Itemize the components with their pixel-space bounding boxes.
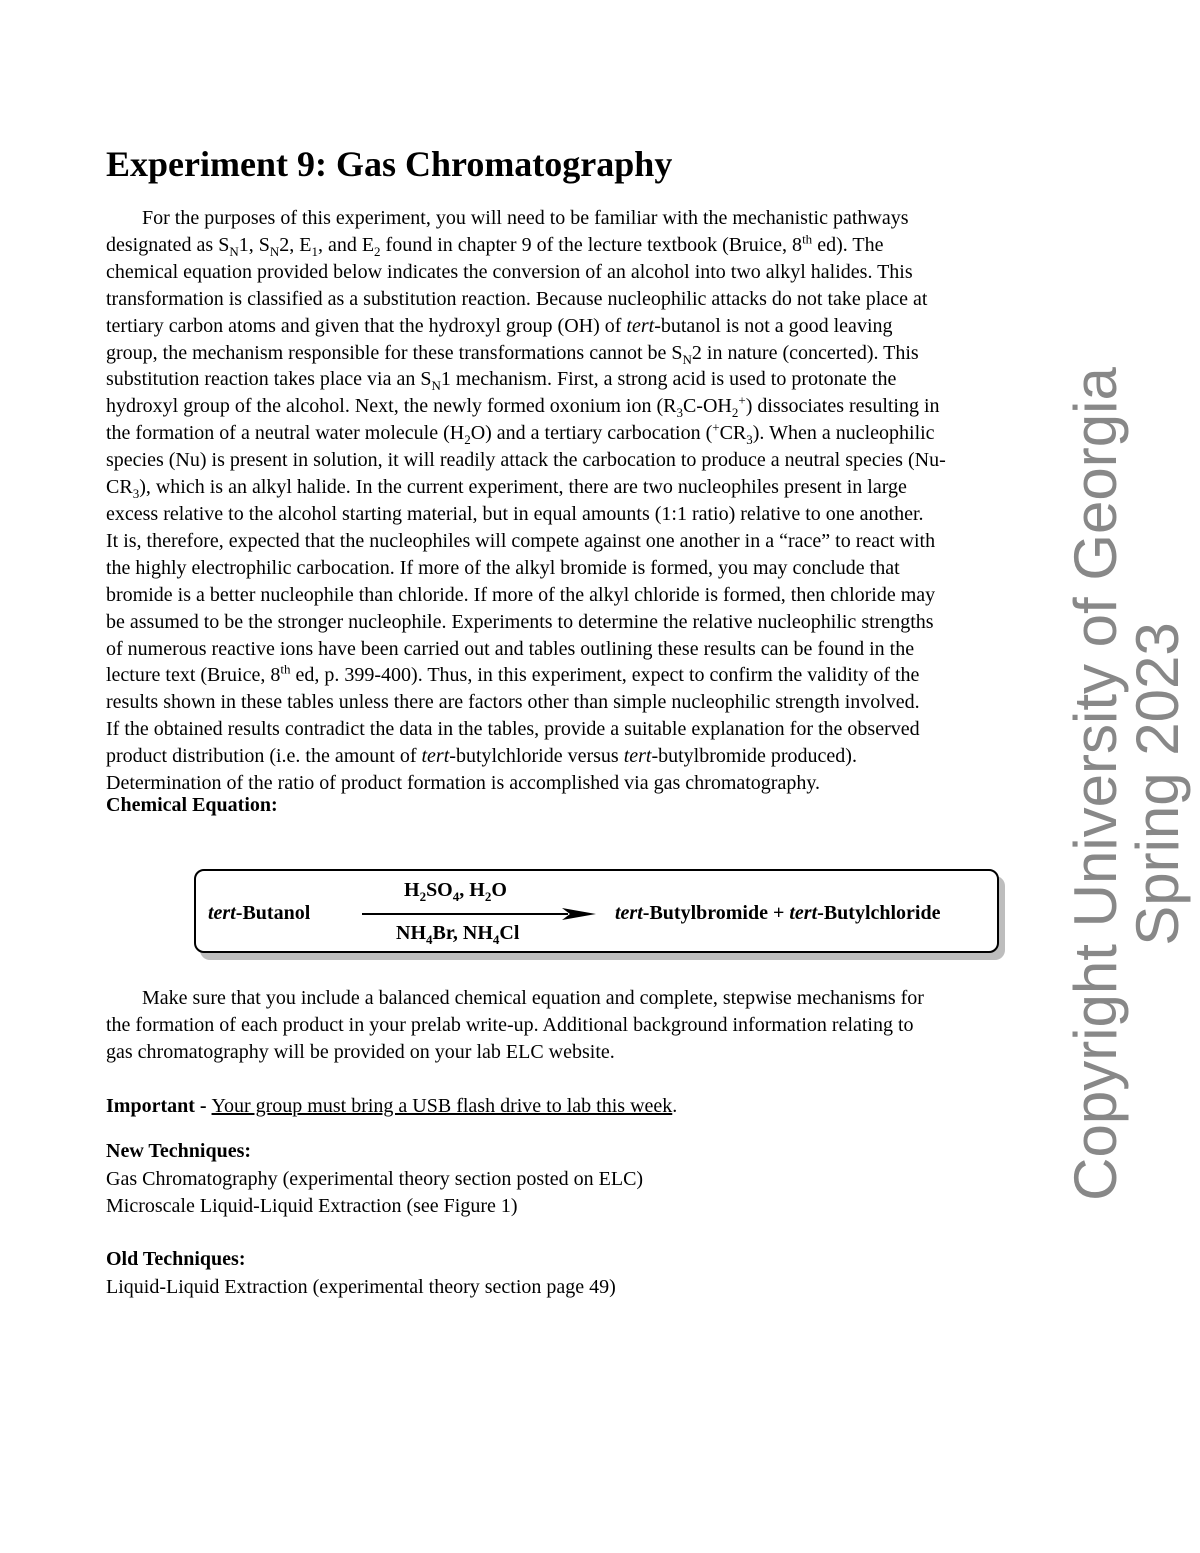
prelab-paragraph <box>106 985 1081 1066</box>
intro-line: If the obtained results contradict the data in the tables, provide a suitable explanation for the observed <box>106 718 920 741</box>
intro-line: species (Nu) is present in solution, it will readily attack the carbocation to produce a neutral species (Nu- <box>106 449 946 472</box>
intro-line: It is, therefore, expected that the nucleophiles will compete against one another in a “race” to react with <box>106 529 936 552</box>
intro-line: tertiary carbon atoms and given that the hydroxyl group (OH) of tert-butanol is not a good leaving <box>106 314 893 337</box>
chemical-equation-heading: Chemical Equation: <box>106 794 278 816</box>
page-title: Experiment 9: Gas Chromatography <box>106 144 673 184</box>
reaction-reactant: tert-Butanol <box>208 902 311 924</box>
intro-line: be assumed to be the stronger nucleophile. Experiments to determine the relative nucleophilic strengths <box>106 610 934 633</box>
watermark-line-1: Copyright University of Georgia <box>1062 367 1129 1201</box>
reaction-reagents-above: $H_2SO_4$, $H_2O$ <box>404 879 507 904</box>
intro-line: chemical equation provided below indicates the conversion of an alcohol into two alkyl halides. This <box>106 260 913 283</box>
intro-line: designated as $S_N1$, $S_N2$, $E_1$, and $E_2$ found in chapter 9 of the lecture textbook (Bruice, 8th ed). The <box>106 231 884 259</box>
intro-line: excess relative to the alcohol starting material, but in equal amounts (1:1 ratio) relative to one another. <box>106 502 924 525</box>
new-technique-item: Gas Chromatography (experimental theory section posted on ELC) <box>106 1168 644 1190</box>
intro-line: $CR_3$), which is an alkyl halide. In the current experiment, there are two nucleophiles present in large <box>106 476 907 502</box>
intro-line: the formation of a neutral water molecule $(H_2O)$ and a tertiary carbocation $(^+CR_3)$. When a nucleophilic <box>106 419 935 448</box>
intro-line: of numerous reactive ions have been carried out and tables outlining these results can be found in the <box>106 637 915 660</box>
intro-line: the highly electrophilic carbocation. If more of the alkyl bromide is formed, you may conclude that <box>106 556 900 579</box>
important-note <box>106 1093 677 1120</box>
old-technique-item: Liquid-Liquid Extraction (experimental theory section page 49) <box>106 1276 616 1298</box>
important-text: Your group must bring a USB flash drive to lab this week <box>211 1095 673 1117</box>
old-techniques-heading: Old Techniques: <box>106 1248 246 1270</box>
new-techniques-heading: New Techniques: <box>106 1140 252 1162</box>
reaction-scheme-box <box>194 869 999 953</box>
watermark-line-2: Spring 2023 <box>1124 622 1191 946</box>
reaction-products: tert-Butylbromide + tert-Butylchloride <box>615 902 941 924</box>
intro-paragraph <box>106 205 1081 797</box>
important-label: Important - <box>106 1095 212 1117</box>
intro-line: bromide is a better nucleophile than chloride. If more of the alkyl chloride is formed, then chloride may <box>106 583 936 606</box>
intro-line: product distribution (i.e. the amount of tert-butylchloride versus tert-butylbromide produced). <box>106 745 857 768</box>
reaction-reagents-below: $NH_4Br$, $NH_4Cl$ <box>396 922 520 947</box>
prelab-line: gas chromatography will be provided on your lab ELC website. <box>106 1040 615 1063</box>
intro-line: hydroxyl group of the alcohol. Next, the newly formed oxonium ion $(R_3C-OH_2^+)$ dissociates resulting in <box>106 392 940 421</box>
prelab-line: Make sure that you include a balanced chemical equation and complete, stepwise mechanisms for <box>142 987 924 1009</box>
prelab-line: the formation of each product in your prelab write-up. Additional background information relating to <box>106 1013 914 1036</box>
intro-line: results shown in these tables unless there are factors other than simple nucleophilic strength involved. <box>106 691 920 714</box>
important-end: . <box>672 1095 678 1117</box>
intro-line: substitution reaction takes place via an $S_N1$ mechanism. First, a strong acid is used to protonate the <box>106 368 897 394</box>
intro-line: Determination of the ratio of product formation is accomplished via gas chromatography. <box>106 772 821 795</box>
new-technique-item: Microscale Liquid-Liquid Extraction (see Figure 1) <box>106 1195 518 1217</box>
intro-line: lecture text (Bruice, 8th ed, p. 399-400). Thus, in this experiment, expect to confirm the validity of the <box>106 661 920 687</box>
reaction-arrow-icon <box>362 907 596 921</box>
intro-line: group, the mechanism responsible for these transformations cannot be $S_N2$ in nature (concerted). This <box>106 341 919 367</box>
intro-line: transformation is classified as a substitution reaction. Because nucleophilic attacks do not take place at <box>106 287 928 310</box>
intro-line: For the purposes of this experiment, you will need to be familiar with the mechanistic pathways <box>142 207 909 229</box>
